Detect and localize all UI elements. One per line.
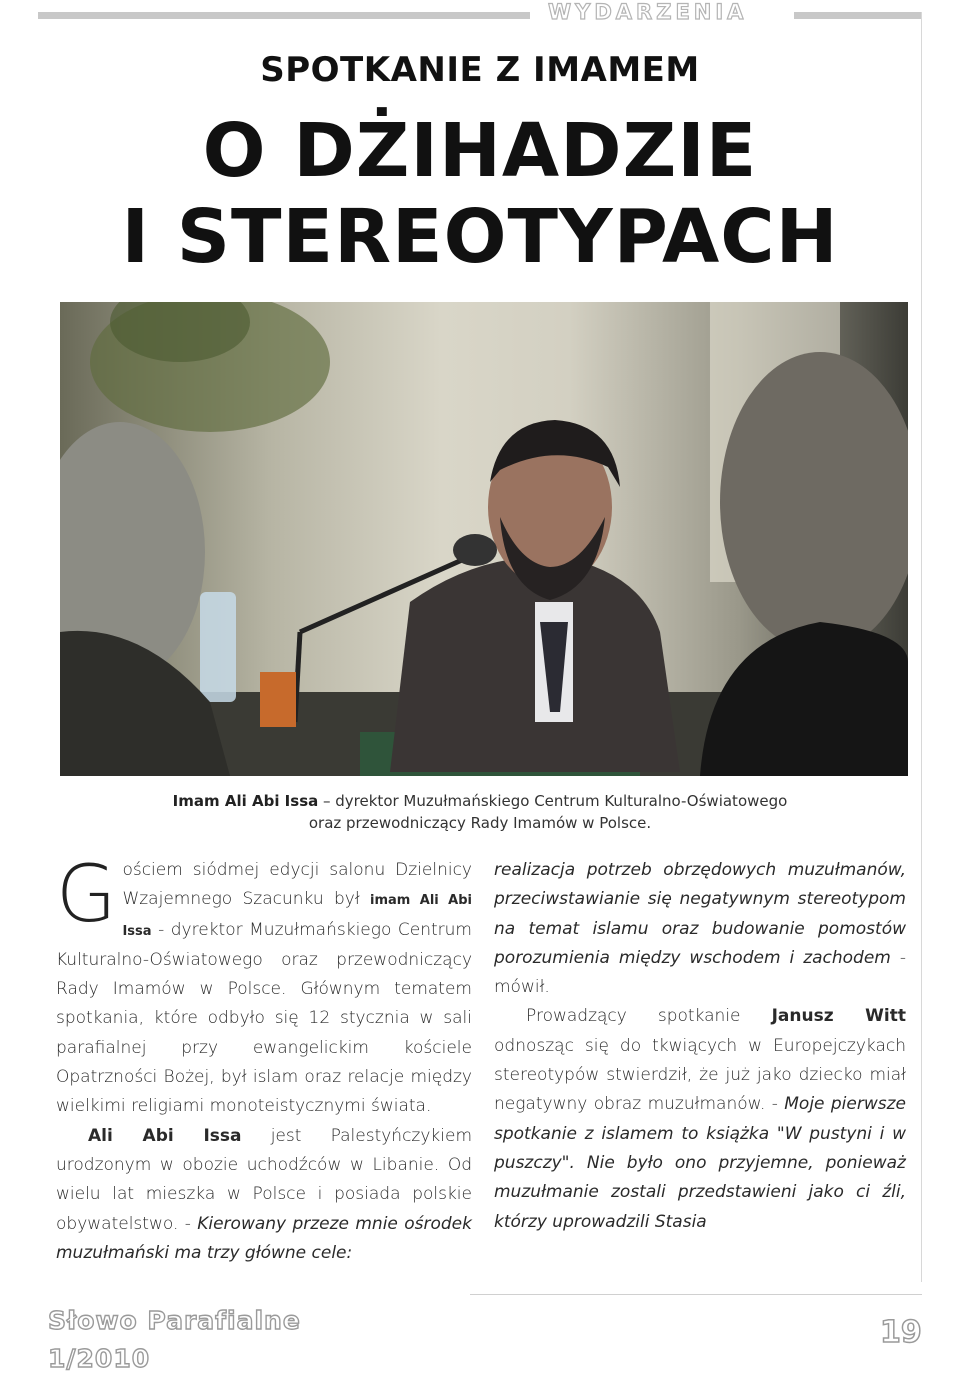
publication-name: Słowo Parafialne <box>48 1306 301 1335</box>
article-column-left <box>56 850 473 1268</box>
caption-line-1-text: – dyrektor Muzułmańskiego Centrum Kulturalno-Oświatowego <box>318 792 788 810</box>
article-photo <box>60 302 908 776</box>
person-name: Ali Abi Issa <box>88 1125 242 1146</box>
photo-caption <box>110 790 850 834</box>
article-paragraph-2-continued <box>494 856 906 1002</box>
paragraph-text: - dyrektor Muzułmańskiego Centrum Kulturalno-Oświatowego oraz przewodniczący Rady Imamów w Polsce. Głównym tematem spotkania, które odbyło się 12 stycznia w sali parafialnej przy ewangelickim kościele Opatrzności Bożej, był islam oraz relacje między wielkimi religiami monoteistycznymi świata. <box>56 919 472 1117</box>
footer-rule <box>470 1294 922 1295</box>
paragraph-text: odnosząc się do tkwiących w Europejczykach stereotypów stwierdził, że już jako dziecko miał negatywny obraz muzułmanów. - <box>494 1035 906 1115</box>
photo-illustration <box>60 302 908 776</box>
top-rule-left <box>38 12 530 19</box>
caption-line-2: oraz przewodniczący Rady Imamów w Polsce. <box>308 814 652 832</box>
paragraph-text: jest Palestyńczykiem urodzonym w obozie uchodźców w Libanie. Od wielu lat mieszka w Polsce i posiada polskie obywatelstwo. - <box>56 1125 472 1234</box>
issue-number: 1/2010 <box>48 1344 151 1373</box>
section-label: WYDARZENIA <box>548 0 748 24</box>
paragraph-text: Prowadzący spotkanie <box>526 1006 772 1027</box>
paragraph-text: ościem siódmej edycji salonu Dzielnicy Wzajemnego Szacunku był <box>122 860 472 910</box>
headline-line-2: I STEREOTYPACH <box>121 194 839 280</box>
page-number: 19 <box>880 1315 922 1350</box>
headline-line-1: O DŻIHADZIE <box>202 108 758 194</box>
article-paragraph-2 <box>56 1122 472 1268</box>
caption-line-1 <box>110 790 850 812</box>
article-column-right <box>494 856 906 1237</box>
person-name: Janusz Witt <box>771 1006 906 1027</box>
quote-text: realizacja potrzeb obrzędowych muzułmanów, przeciwstawianie się negatywnym stereotypom na temat islamu oraz budowanie pomostów porozumienia między wschodem i zachodem <box>494 860 906 968</box>
person-name: imam Ali Abi Issa <box>122 893 473 939</box>
kicker: SPOTKANIE Z IMAMEM <box>260 50 700 90</box>
quote-text: Kierowany przeze mnie ośrodek muzułmański ma trzy główne cele: <box>56 1213 472 1263</box>
drop-cap: G <box>56 850 117 940</box>
article-paragraph-1 <box>56 850 473 1122</box>
article-paragraph-3 <box>494 1002 906 1236</box>
caption-name: Imam Ali Abi Issa <box>172 792 319 810</box>
top-rule-right <box>794 12 922 19</box>
quote-text: Moje pierwsze spotkanie z islamem to książka "W pustyni i w puszczy". Nie było ono przyjemne, ponieważ muzułmanie zostali przedstawieni jako ci źli, którzy uprowadzili Stasia <box>494 1094 907 1232</box>
paragraph-text: - mówił. <box>494 947 906 998</box>
